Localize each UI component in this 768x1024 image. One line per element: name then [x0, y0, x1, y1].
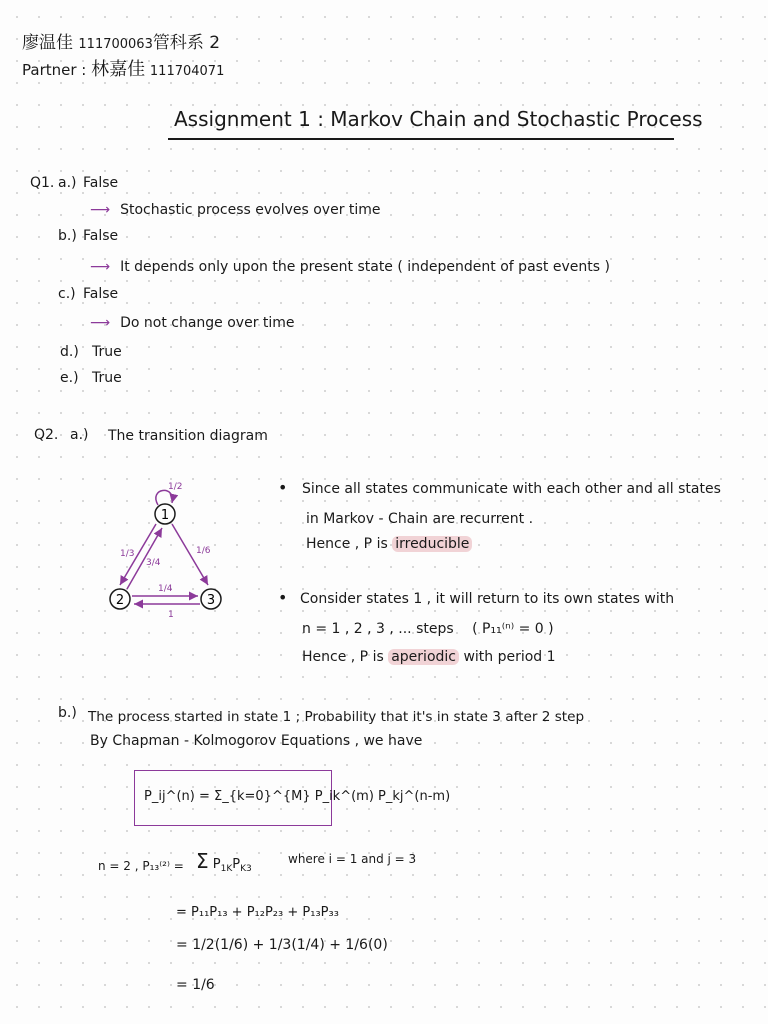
sum-expression: Σ $P_{1K}P_{K3}$ — [196, 849, 252, 874]
q2-b-letter: b.) — [58, 705, 77, 721]
step2-expression: = 1/2(1/6) + 1/3(1/4) + 1/6(0) — [176, 937, 388, 953]
result-expression: = 1/6 — [176, 977, 215, 993]
bullet2-line2: n = 1 , 2 , 3 , ... steps ( P₁₁⁽ⁿ⁾ = 0 ) — [302, 621, 554, 637]
q1-e-answer: True — [92, 370, 122, 386]
page-title: Assignment 1 : Markov Chain and Stochastic Process — [174, 107, 703, 131]
step1-expression: = P₁₁P₁₃ + P₁₂P₂₃ + P₁₃P₃₃ — [176, 905, 339, 920]
edge-1-1-label: 1/2 — [168, 482, 183, 492]
q2-a-heading: The transition diagram — [108, 428, 268, 444]
aperiodic-highlight: aperiodic — [388, 649, 459, 665]
q1-a-letter: a.) — [58, 175, 77, 191]
chapman-kolmogorov-formula: P_ij^(n) = Σ_{k=0}^{M} P_ik^(m) P_kj^(n-m) — [144, 789, 451, 804]
edge-1-3-label: 1/6 — [196, 546, 211, 556]
q1-a-note: ⟶ Stochastic process evolves over time — [90, 202, 381, 218]
q1-b-note: ⟶ It depends only upon the present state ( independent of past events ) — [90, 259, 610, 275]
node-3-label: 3 — [206, 593, 216, 608]
bullet1-line2: in Markov - Chain are recurrent . — [306, 511, 534, 527]
result-value: 1/6 — [192, 977, 215, 993]
right-arrow-icon: ⟶ — [90, 315, 111, 331]
student-name: 廖温佳 — [22, 33, 73, 53]
q1-c-letter: c.) — [58, 286, 76, 302]
p11-zero-math: ( P₁₁⁽ⁿ⁾ = 0 ) — [472, 621, 554, 637]
partner-label: Partner : — [22, 61, 87, 79]
q1-b-answer: False — [83, 228, 119, 244]
q2-b-line1: The process started in state 1 ; Probability that it's in state 3 after 2 step — [88, 709, 585, 725]
irreducible-highlight: irreducible — [392, 536, 472, 552]
bullet-dot: • — [278, 478, 288, 497]
bullet-dot: • — [278, 588, 288, 607]
q2-b-line2: By Chapman - Kolmogorov Equations , we have — [90, 733, 423, 749]
edge-1-2-label: 1/3 — [120, 549, 135, 559]
where-condition: where i = 1 and j = 3 — [288, 852, 417, 866]
q2-a-letter: a.) — [70, 427, 89, 443]
bullet2-line1: Consider states 1 , it will return to its own states with — [300, 591, 675, 607]
q1-e-letter: e.) — [60, 370, 79, 386]
bullet1-line1: Since all states communicate with each other and all states — [302, 481, 721, 497]
q1-c-note: ⟶ Do not change over time — [90, 315, 295, 331]
n2-label: n = 2 , P₁₃⁽²⁾ = — [98, 859, 184, 873]
node-2-label: 2 — [115, 593, 125, 608]
q1-d-answer: True — [92, 344, 122, 360]
partner-id: 111704071 — [149, 64, 225, 79]
step2-text: 1/2(1/6) + 1/3(1/4) + 1/6(0) — [192, 937, 388, 953]
sigma-symbol: Σ — [196, 849, 209, 873]
node-1-label: 1 — [160, 508, 170, 523]
q1-c-answer: False — [83, 286, 119, 302]
student-dept: 管科系 2 — [152, 33, 221, 53]
edge-3-2-label: 1 — [168, 610, 174, 620]
q1-label: Q1. — [30, 175, 55, 191]
right-arrow-icon: ⟶ — [90, 202, 111, 218]
right-arrow-icon: ⟶ — [90, 259, 111, 275]
q1-d-letter: d.) — [60, 344, 79, 360]
edge-1-1 — [156, 490, 173, 505]
bullet1-line3: Hence , P is irreducible — [306, 537, 472, 552]
edge-2-3-label: 1/4 — [158, 584, 173, 594]
bullet2-line3: Hence , P is aperiodic with period 1 — [302, 649, 556, 665]
edge-2-1-label: 3/4 — [146, 558, 161, 568]
q1-b-letter: b.) — [58, 228, 77, 244]
student-id: 111700063 — [78, 37, 153, 52]
q1-a-answer: False — [83, 175, 119, 191]
q2-label: Q2. — [34, 427, 59, 443]
partner-name: 林嘉佳 — [91, 59, 146, 80]
